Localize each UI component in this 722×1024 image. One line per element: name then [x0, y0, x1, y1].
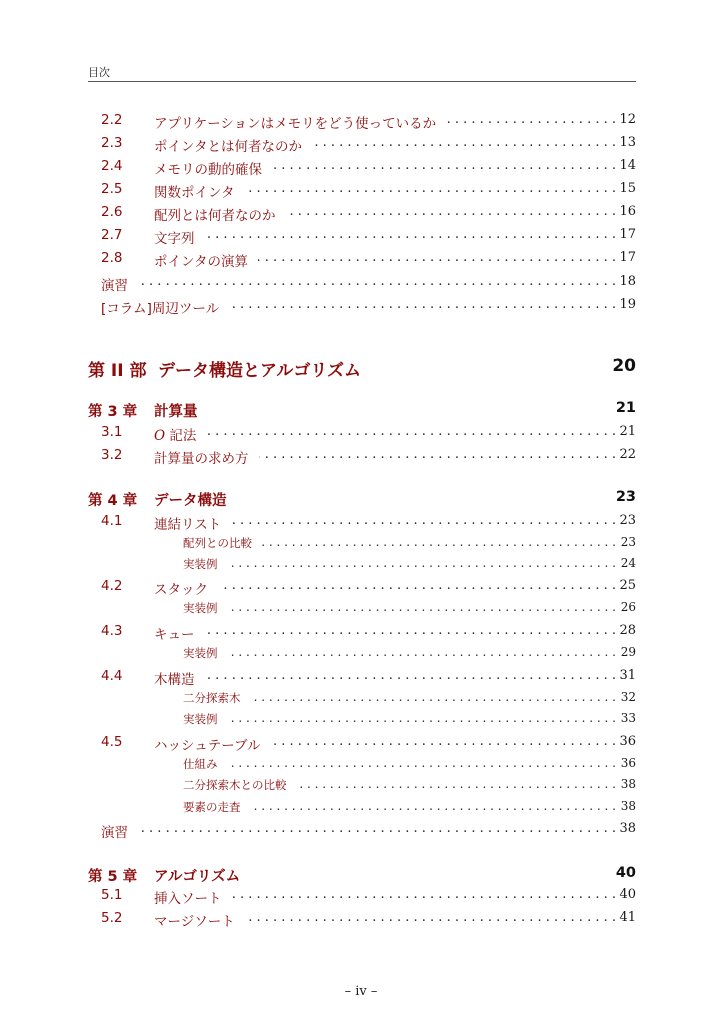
toc-title: メモリの動的確保 — [154, 162, 262, 178]
toc-page-number: 29 — [620, 645, 636, 659]
toc-title: データ構造 — [154, 493, 227, 509]
toc-page-number: 14 — [619, 158, 636, 173]
toc-title-math: O — [154, 428, 166, 444]
toc-page-number: 23 — [615, 489, 636, 505]
toc-page-number: 17 — [619, 227, 636, 242]
dot-leader — [251, 799, 616, 813]
dot-leader — [228, 711, 616, 725]
dot-leader — [138, 274, 616, 289]
dot-leader — [206, 424, 616, 439]
toc-page-number: 31 — [619, 668, 636, 683]
toc-title: 計算量の求め方 — [154, 451, 249, 467]
dot-leader — [259, 447, 616, 462]
toc-title: 挿入ソート — [154, 891, 222, 907]
dot-leader — [138, 821, 616, 836]
toc-page-number: 13 — [619, 135, 636, 150]
toc-page-number: 20 — [612, 356, 636, 376]
toc-number: 2.7 — [101, 227, 123, 243]
toc-title: 要素の走査 — [183, 800, 241, 814]
toc-number: 4.4 — [101, 668, 123, 684]
toc-number: 4.3 — [101, 623, 123, 639]
dot-leader — [245, 910, 616, 925]
dot-leader — [232, 887, 616, 902]
toc-number: 2.6 — [101, 204, 123, 220]
toc-title: 二分探索木との比較 — [183, 778, 287, 792]
dot-leader — [228, 556, 616, 570]
toc-title — [154, 424, 196, 444]
toc-page-number: 25 — [619, 578, 636, 593]
toc-title: 実装例 — [183, 646, 218, 660]
dot-leader — [205, 668, 616, 683]
toc-title: [コラム]周辺ツール — [101, 301, 220, 317]
toc-title: 計算量 — [154, 404, 198, 420]
toc-title: 仕組み — [183, 757, 218, 771]
toc-page-number: 36 — [619, 734, 636, 749]
toc-title: アルゴリズム — [154, 869, 241, 885]
toc-title: 演習 — [101, 825, 128, 841]
toc-page-number: 38 — [620, 799, 636, 813]
toc-page-number: 41 — [619, 910, 636, 925]
toc-number: 5.2 — [101, 910, 123, 926]
toc-page-number: 16 — [619, 204, 636, 219]
dot-leader — [286, 204, 616, 219]
toc-number: 第 5 章 — [88, 869, 138, 885]
toc-number: 第 3 章 — [88, 404, 138, 420]
dot-leader — [205, 227, 616, 242]
toc-number: 第 4 章 — [88, 493, 138, 509]
toc-number: 2.2 — [101, 112, 123, 128]
toc-page-number: 33 — [620, 711, 636, 725]
toc-title: 実装例 — [183, 557, 218, 571]
toc-page-number: 21 — [619, 424, 636, 439]
toc-page-number: 38 — [620, 777, 636, 791]
toc-page-number: 28 — [619, 623, 636, 638]
toc-page-number: 21 — [615, 400, 636, 416]
toc-number: 2.8 — [101, 250, 123, 266]
toc-title: データ構造とアルゴリズム — [158, 361, 361, 381]
toc-page-number: 38 — [619, 821, 636, 836]
toc-number: 2.5 — [101, 181, 123, 197]
dot-leader — [218, 578, 616, 593]
toc-title: マージソート — [154, 914, 235, 930]
dot-leader — [262, 535, 616, 549]
toc-number: 5.1 — [101, 887, 123, 903]
toc-title: 実装例 — [183, 601, 218, 615]
dot-leader — [205, 623, 616, 638]
toc-title: 演習 — [101, 278, 128, 294]
toc-title: アプリケーションはメモリをどう使っているか — [154, 116, 437, 132]
toc-page-number: 23 — [619, 513, 636, 528]
toc-page-number: 36 — [620, 756, 636, 770]
dot-leader — [297, 777, 616, 791]
toc-number: 4.5 — [101, 734, 123, 750]
dot-leader — [271, 734, 616, 749]
dot-leader — [312, 135, 616, 150]
toc-title: ハッシュテーブル — [154, 738, 261, 754]
header-rule — [88, 81, 636, 82]
toc-number: 4.1 — [101, 513, 123, 529]
toc-page-number: 26 — [620, 600, 636, 614]
dot-leader — [244, 181, 616, 196]
dot-leader — [228, 645, 616, 659]
dot-leader — [272, 158, 616, 173]
toc-title: 木構造 — [154, 672, 195, 688]
dot-leader — [229, 297, 616, 312]
dot-leader — [258, 250, 616, 265]
toc-page-number: 40 — [619, 887, 636, 902]
dot-leader — [231, 513, 616, 528]
toc-page-number: 17 — [619, 250, 636, 265]
toc-page-number: 22 — [619, 447, 636, 462]
toc-title: 配列との比較 — [183, 536, 252, 550]
toc-title: 連結リスト — [154, 517, 222, 533]
toc-number: 3.1 — [101, 424, 123, 440]
toc-page-number: 24 — [620, 556, 636, 570]
toc-title: 文字列 — [154, 231, 195, 247]
toc-number: 第 II 部 — [88, 361, 147, 381]
toc-title: 配列とは何者なのか — [154, 208, 276, 224]
toc-title: 関数ポインタ — [154, 185, 235, 201]
toc-title-text: 記法 — [165, 428, 197, 444]
toc-title: キュー — [154, 627, 195, 643]
toc-title: ポインタの演算 — [154, 254, 248, 270]
toc-title: 二分探索木 — [183, 691, 241, 705]
toc-page-number: 23 — [620, 535, 636, 549]
toc-page-number: 18 — [619, 274, 636, 289]
dot-leader — [446, 112, 616, 127]
toc-title: ポインタとは何者なのか — [154, 139, 302, 155]
page-folio: – iv – — [344, 984, 378, 999]
toc-title: 実装例 — [183, 712, 218, 726]
toc-page-number: 40 — [615, 865, 636, 881]
toc-number: 4.2 — [101, 578, 123, 594]
toc-page-number: 12 — [619, 112, 636, 127]
toc-number: 2.3 — [101, 135, 123, 151]
toc-title: スタック — [154, 582, 208, 598]
toc-page-number: 15 — [619, 181, 636, 196]
dot-leader — [228, 756, 616, 770]
toc-page-number: 19 — [619, 297, 636, 312]
dot-leader — [228, 600, 616, 614]
toc-page-number: 32 — [620, 690, 636, 704]
toc-number: 2.4 — [101, 158, 123, 174]
running-head: 目次 — [88, 66, 110, 79]
toc-number: 3.2 — [101, 447, 123, 463]
dot-leader — [251, 690, 616, 704]
